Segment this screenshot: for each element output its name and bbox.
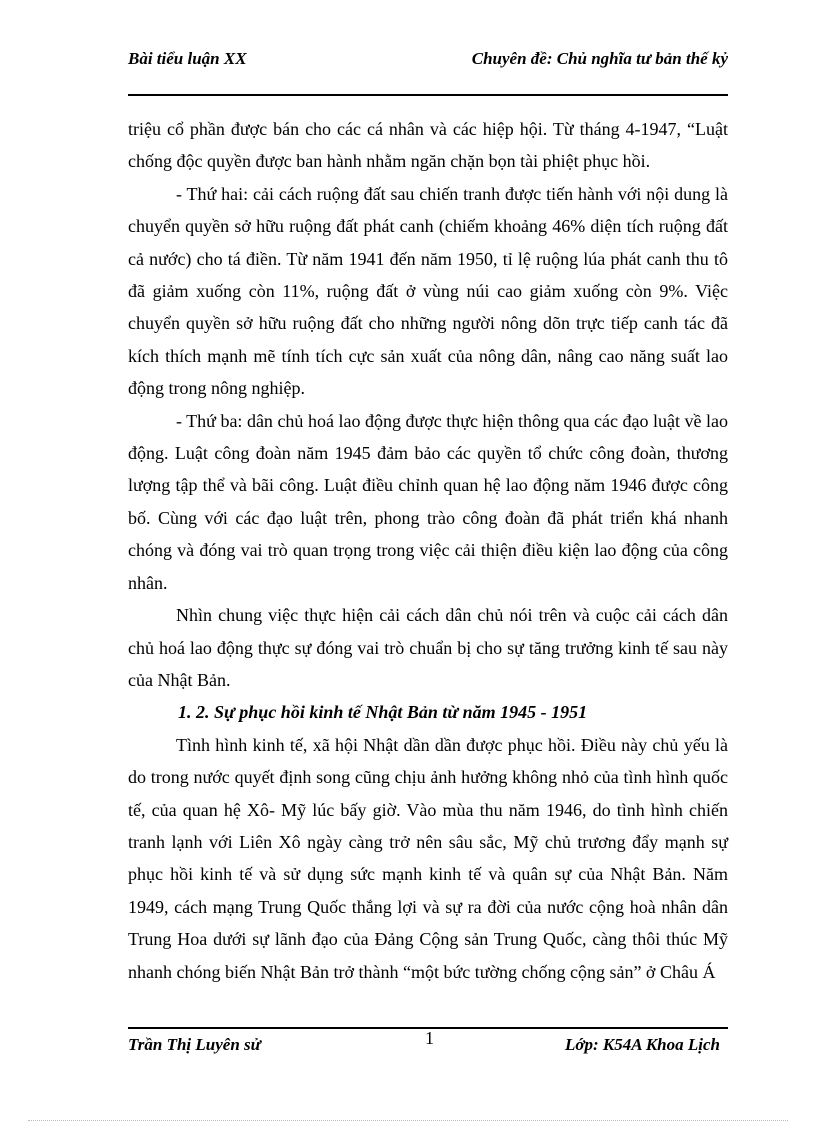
header-divider (128, 94, 728, 96)
page-bottom-border (28, 1120, 788, 1121)
page-footer (128, 1028, 728, 1082)
page-header (128, 48, 728, 94)
paragraph-continuation: triệu cổ phần được bán cho các cá nhân và các hiệp hội. Từ tháng 4-1947, “Luật chống độc quyền được ban hành nhằm ngăn chặn bọn tài phiệt phục hồi. (128, 119, 728, 172)
footer-author: Trần Thị Luyên sử (128, 1035, 261, 1054)
paragraph-summary: Nhìn chung việc thực hiện cải cách dân chủ nói trên và cuộc cải cách dân chủ hoá lao động thực sự đóng vai trò chuẩn bị cho sự tăng trưởng kinh tế sau này của Nhật Bản. (128, 605, 728, 690)
page-body (128, 113, 728, 988)
header-title-left: Bài tiểu luận XX (128, 49, 247, 68)
header-title-right: Chuyên đề: Chủ nghĩa tư bản thế kỷ (471, 49, 728, 68)
paragraph-land-reform: - Thứ hai: cải cách ruộng đất sau chiến tranh được tiến hành với nội dung là chuyển quyền sở hữu ruộng đất phát canh (chiếm khoảng 46% diện tích ruộng đất cả nước) cho tá điền. Từ năm 1941 đến năm 1950, tỉ lệ ruộng lúa phát canh thu tô đã giảm xuống còn 11%, ruộng đất ở vùng núi cao giảm xuống còn 9%. Việc chuyển quyền sở hữu ruộng đất cho những người nông dõn trực tiếp canh tác đã kích thích mạnh mẽ tính tích cực sản xuất của nông dân, nâng cao năng suất lao động trong nông nghiệp. (128, 183, 728, 399)
paragraph-economic-recovery: Tình hình kinh tế, xã hội Nhật dần dần được phục hồi. Điều này chủ yếu là do trong nước quyết định song cũng chịu ảnh hưởng không nhỏ của tình hình quốc tế, của quan hệ Xô- Mỹ lúc bấy giờ. Vào mùa thu năm 1946, do tình hình chiến tranh lạnh với Liên Xô ngày càng trở nên sâu sắc, Mỹ chủ trương đẩy mạnh sự phục hồi kinh tế và sử dụng sức mạnh kinh tế và quân sự của Nhật Bản. Năm 1949, cách mạng Trung Quốc thắng lợi và sự ra đời của nước cộng hoà nhân dân Trung Hoa dưới sự lãnh đạo của Đảng Cộng sản Trung Quốc, càng thôi thúc Mỹ nhanh chóng biến Nhật Bản trở thành “một bức tường chống cộng sản” ở Châu Á (128, 734, 728, 982)
paragraph-labor-democratization: - Thứ ba: dân chủ hoá lao động được thực hiện thông qua các đạo luật về lao động. Luật công đoàn năm 1945 đảm bảo các quyền tổ chức công đoàn, thương lượng tập thể và bãi công. Luật điều chỉnh quan hệ lao động năm 1946 được công bố. Cùng với các đạo luật trên, phong trào công đoàn đã phát triển khá nhanh chóng và đóng vai trò quan trọng trong việc cải thiện điều kiện lao động của công nhân. (128, 410, 728, 593)
section-heading: 1. 2. Sự phục hồi kinh tế Nhật Bản từ năm 1945 - 1951 (178, 702, 588, 723)
page-number: 1 (425, 1028, 434, 1048)
footer-class: Lớp: K54A Khoa Lịch (564, 1035, 720, 1054)
